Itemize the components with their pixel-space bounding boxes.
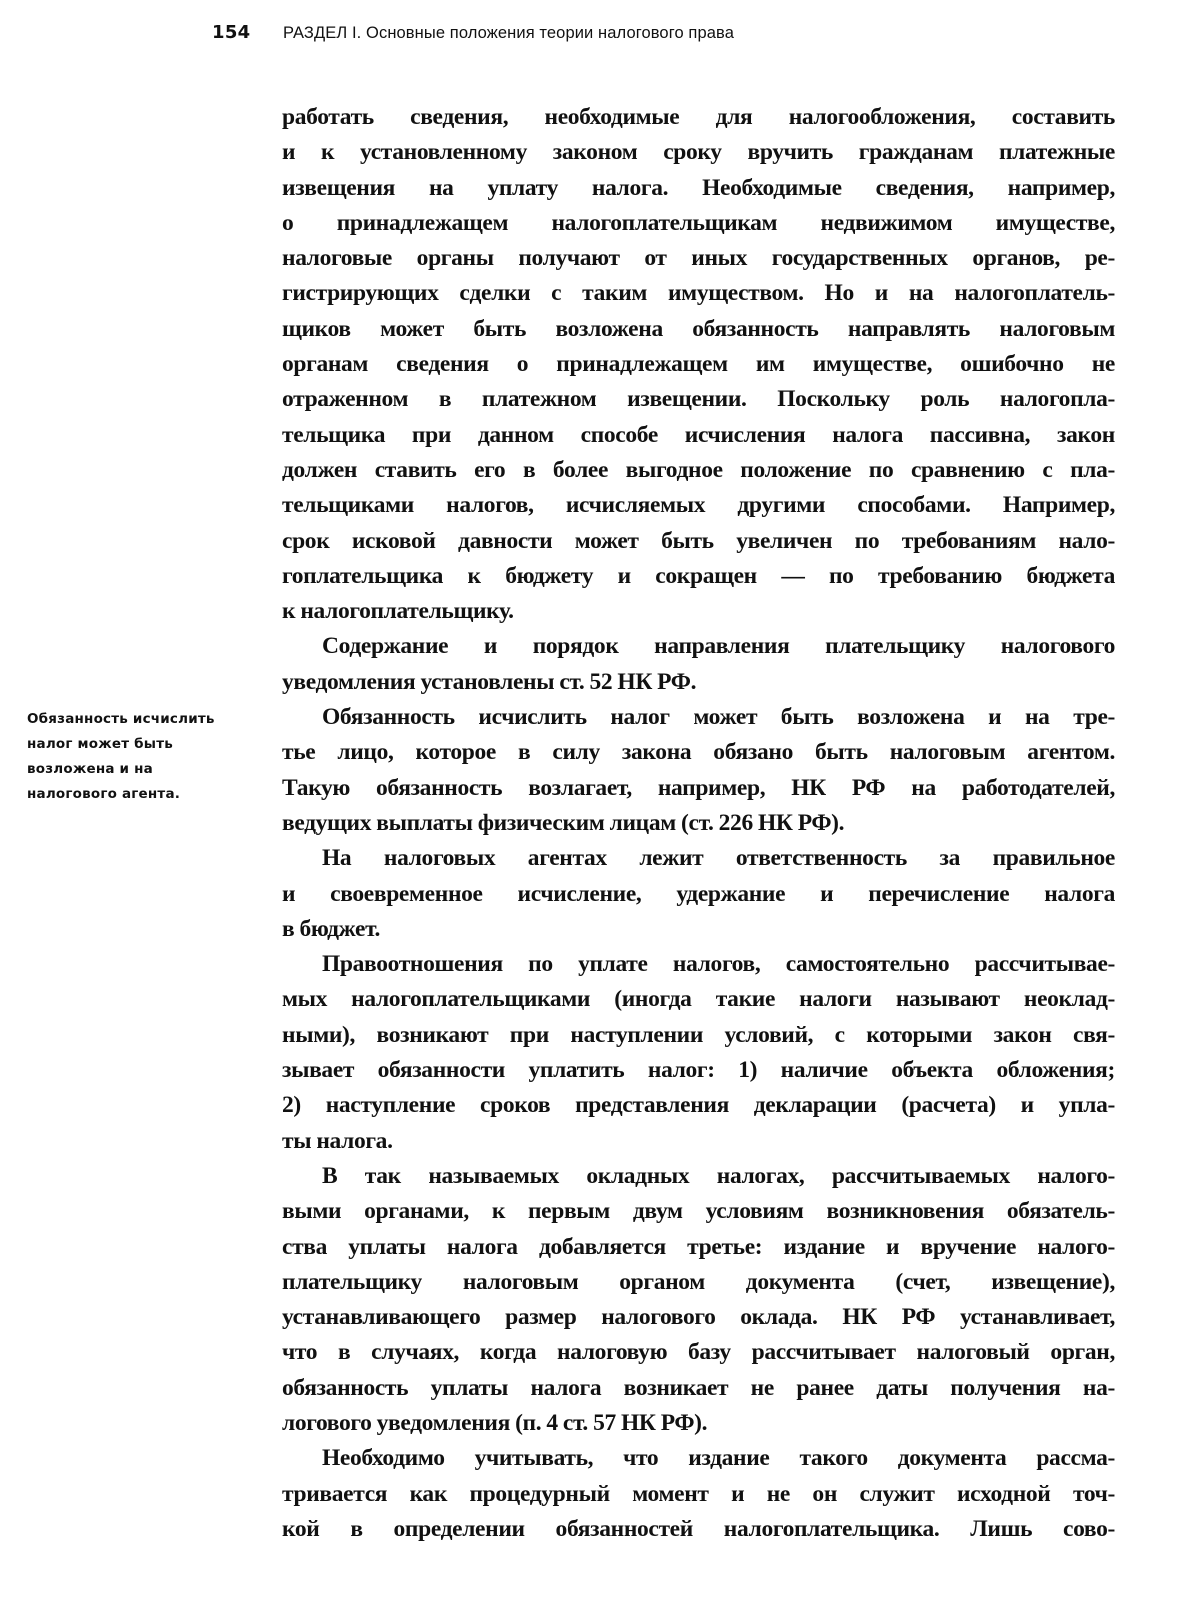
text-line: обязанность уплаты налога возникает не ранее даты получения на- <box>282 1374 1115 1401</box>
page-number: 154 <box>212 22 251 43</box>
text-line: что в случаях, когда налоговую базу рассчитывает налоговый орган, <box>282 1339 1115 1366</box>
text-line: зывает обязанности уплатить налог: 1) наличие объекта обложения; <box>282 1057 1115 1084</box>
text-line: налоговые органы получают от иных государственных органов, ре- <box>282 245 1115 272</box>
text-line: и своевременное исчисление, удержание и перечисление налога <box>282 880 1115 907</box>
text-line: уведомления установлены ст. 52 НК РФ. <box>282 668 697 695</box>
text-line: ства уплаты налога добавляется третье: издание и вручение налого- <box>282 1233 1115 1260</box>
text-line: ными), возникают при наступлении условий, с которыми закон свя- <box>282 1021 1115 1048</box>
text-line: мых налогоплательщиками (иногда такие налоги называют неоклад- <box>282 986 1115 1013</box>
text-line: работать сведения, необходимые для налогообложения, составить <box>282 104 1115 130</box>
text-line: о принадлежащем налогоплательщикам недвижимом имуществе, <box>282 209 1115 236</box>
margin-note-line: налогового агента. <box>27 786 181 802</box>
text-line: щиков может быть возложена обязанность направлять налоговым <box>282 315 1115 342</box>
text-line: органам сведения о принадлежащем им имуществе, ошибочно не <box>282 351 1115 378</box>
text-line: В так называемых окладных налогах, рассчитываемых налого- <box>322 1162 1115 1189</box>
margin-note-line: Обязанность исчислить <box>27 711 215 727</box>
text-line: извещения на уплату налога. Необходимые сведения, например, <box>282 174 1115 201</box>
text-line: отраженном в платежном извещении. Поскольку роль налогопла- <box>282 386 1115 413</box>
text-line: Содержание и порядок направления плательщику налогового <box>322 633 1115 660</box>
text-line: должен ставить его в более выгодное положение по сравнению с пла- <box>282 456 1115 483</box>
text-line: Правоотношения по уплате налогов, самостоятельно рассчитывае- <box>322 951 1115 978</box>
text-line: тельщиками налогов, исчисляемых другими способами. Например, <box>282 492 1115 519</box>
text-line: в бюджет. <box>282 915 381 942</box>
text-line: логового уведомления (п. 4 ст. 57 НК РФ). <box>282 1409 708 1436</box>
text-line: гоплательщика к бюджету и сокращен — по требованию бюджета <box>282 562 1115 589</box>
text-line: и к установленному законом сроку вручить гражданам платежные <box>282 139 1115 166</box>
text-line: Обязанность исчислить налог может быть возложена и на тре- <box>322 704 1115 731</box>
text-line: тривается как процедурный момент и не он служит исходной точ- <box>282 1480 1115 1507</box>
margin-note <box>27 707 262 807</box>
text-line: кой в определении обязанностей налогоплательщика. Лишь сово- <box>282 1515 1115 1542</box>
text-line: гистрирующих сделки с таким имуществом. Но и на налогоплатель- <box>282 280 1115 307</box>
text-line: ведущих выплаты физическим лицам (ст. 226 НК РФ). <box>282 809 845 836</box>
text-line: плательщику налоговым органом документа (счет, извещение), <box>282 1268 1115 1295</box>
text-line: устанавливающего размер налогового оклада. НК РФ устанавливает, <box>282 1304 1115 1331</box>
margin-note-line: налог может быть <box>27 736 173 752</box>
text-line: срок исковой давности может быть увеличен по требованиям нало- <box>282 527 1115 554</box>
text-line: тельщика при данном способе исчисления налога пассивна, закон <box>282 421 1115 448</box>
margin-note-line: возложена и на <box>27 761 153 777</box>
page-header <box>0 18 1203 48</box>
text-line: выми органами, к первым двум условиям возникновения обязатель- <box>282 1198 1115 1225</box>
text-line: тье лицо, которое в силу закона обязано быть налоговым агентом. <box>282 739 1115 766</box>
text-line: ты налога. <box>282 1127 393 1154</box>
text-line: Такую обязанность возлагает, например, НК РФ на работодателей, <box>282 774 1115 801</box>
body-text <box>282 100 1115 1547</box>
text-line: На налоговых агентах лежит ответственность за правильное <box>322 845 1115 872</box>
running-head: РАЗДЕЛ I. Основные положения теории налогового права <box>283 24 734 42</box>
text-line: Необходимо учитывать, что издание такого документа рассма- <box>322 1445 1115 1472</box>
text-line: к налогоплательщику. <box>282 598 514 625</box>
text-line: 2) наступление сроков представления декларации (расчета) и упла- <box>282 1092 1115 1119</box>
